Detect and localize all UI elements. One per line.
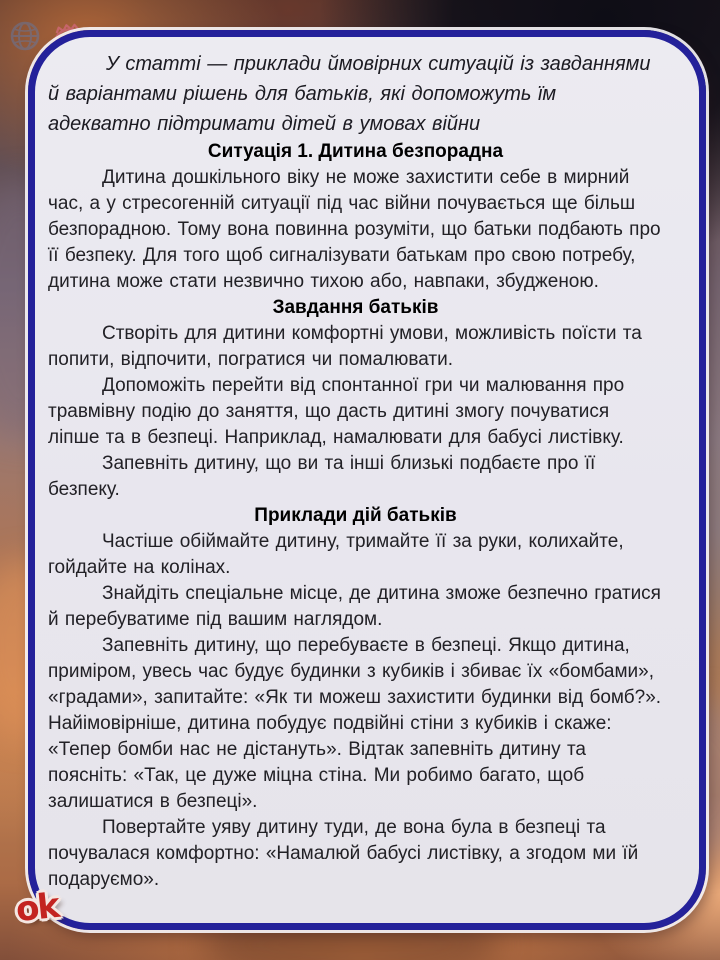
paragraph: Дитина дошкільного віку не може захистити себе в мирний час, а у стресогенній ситуації під час війни почувається ще більш безпорадною. Тому вона повинна розуміти, що батьки подбають про її безпеку. Для того щоб сигналізувати батькам про свою потребу, дитина може стати незвично тихою або, навпаки, збудженою. — [48, 167, 661, 292]
ok-logo: ok — [14, 885, 60, 931]
section-heading-examples: Приклади дій батьків — [254, 505, 457, 526]
paragraph: Створіть для дитини комфортні умови, можливість поїсти та попити, відпочити, погратися чи помалювати. — [48, 323, 642, 370]
globe-watermark-icon — [8, 18, 42, 58]
paragraph: Допоможіть перейти від спонтанної гри чи малювання про травмівну подію до заняття, що дасть дитині змогу почуватися ліпше та в безпеці. Наприклад, намалювати для бабусі листівку. — [48, 375, 625, 448]
article-content — [42, 43, 663, 919]
intro-text: У статті — приклади ймовірних ситуацій із завданнями й варіантами рішень для батьків, які допоможуть їм адекватно підтримати дітей в умовах війни — [48, 53, 651, 135]
paragraph: Частіше обіймайте дитину, тримайте її за руки, колихайте, гойдайте на колінах. — [48, 531, 624, 578]
paragraph: Запевніть дитину, що ви та інші близькі подбаєте про її безпеку. — [48, 453, 596, 500]
section-heading-tasks: Завдання батьків — [272, 297, 439, 318]
paragraph: Знайдіть спеціальне місце, де дитина зможе безпечно гратися й перебуватиме під вашим наглядом. — [48, 583, 661, 630]
paragraph: Повертайте уяву дитину туди, де вона була в безпеці та почувалася комфортно: «Намалюй бабусі листівку, а згодом ми їй подаруємо». — [48, 817, 639, 890]
article-card — [28, 30, 706, 930]
section-heading-situation: Ситуація 1. Дитина безпорадна — [207, 141, 504, 162]
paragraph: Запевніть дитину, що перебуваєте в безпеці. Якщо дитина, приміром, увесь час будує будинки з кубиків і збиває їх «бомбами», «градами», запитайте: «Як ти можеш захистити будинки від бомб?». Найімовірніше, дитина побудує подвійні стіни з кубиків і скаже: «Тепер бомби нас не дістануть». Відтак запевніть дитину та поясніть: «Так, це дуже міцна стіна. Ми робимо багато, щоб залишатися в безпеці». — [48, 635, 662, 812]
